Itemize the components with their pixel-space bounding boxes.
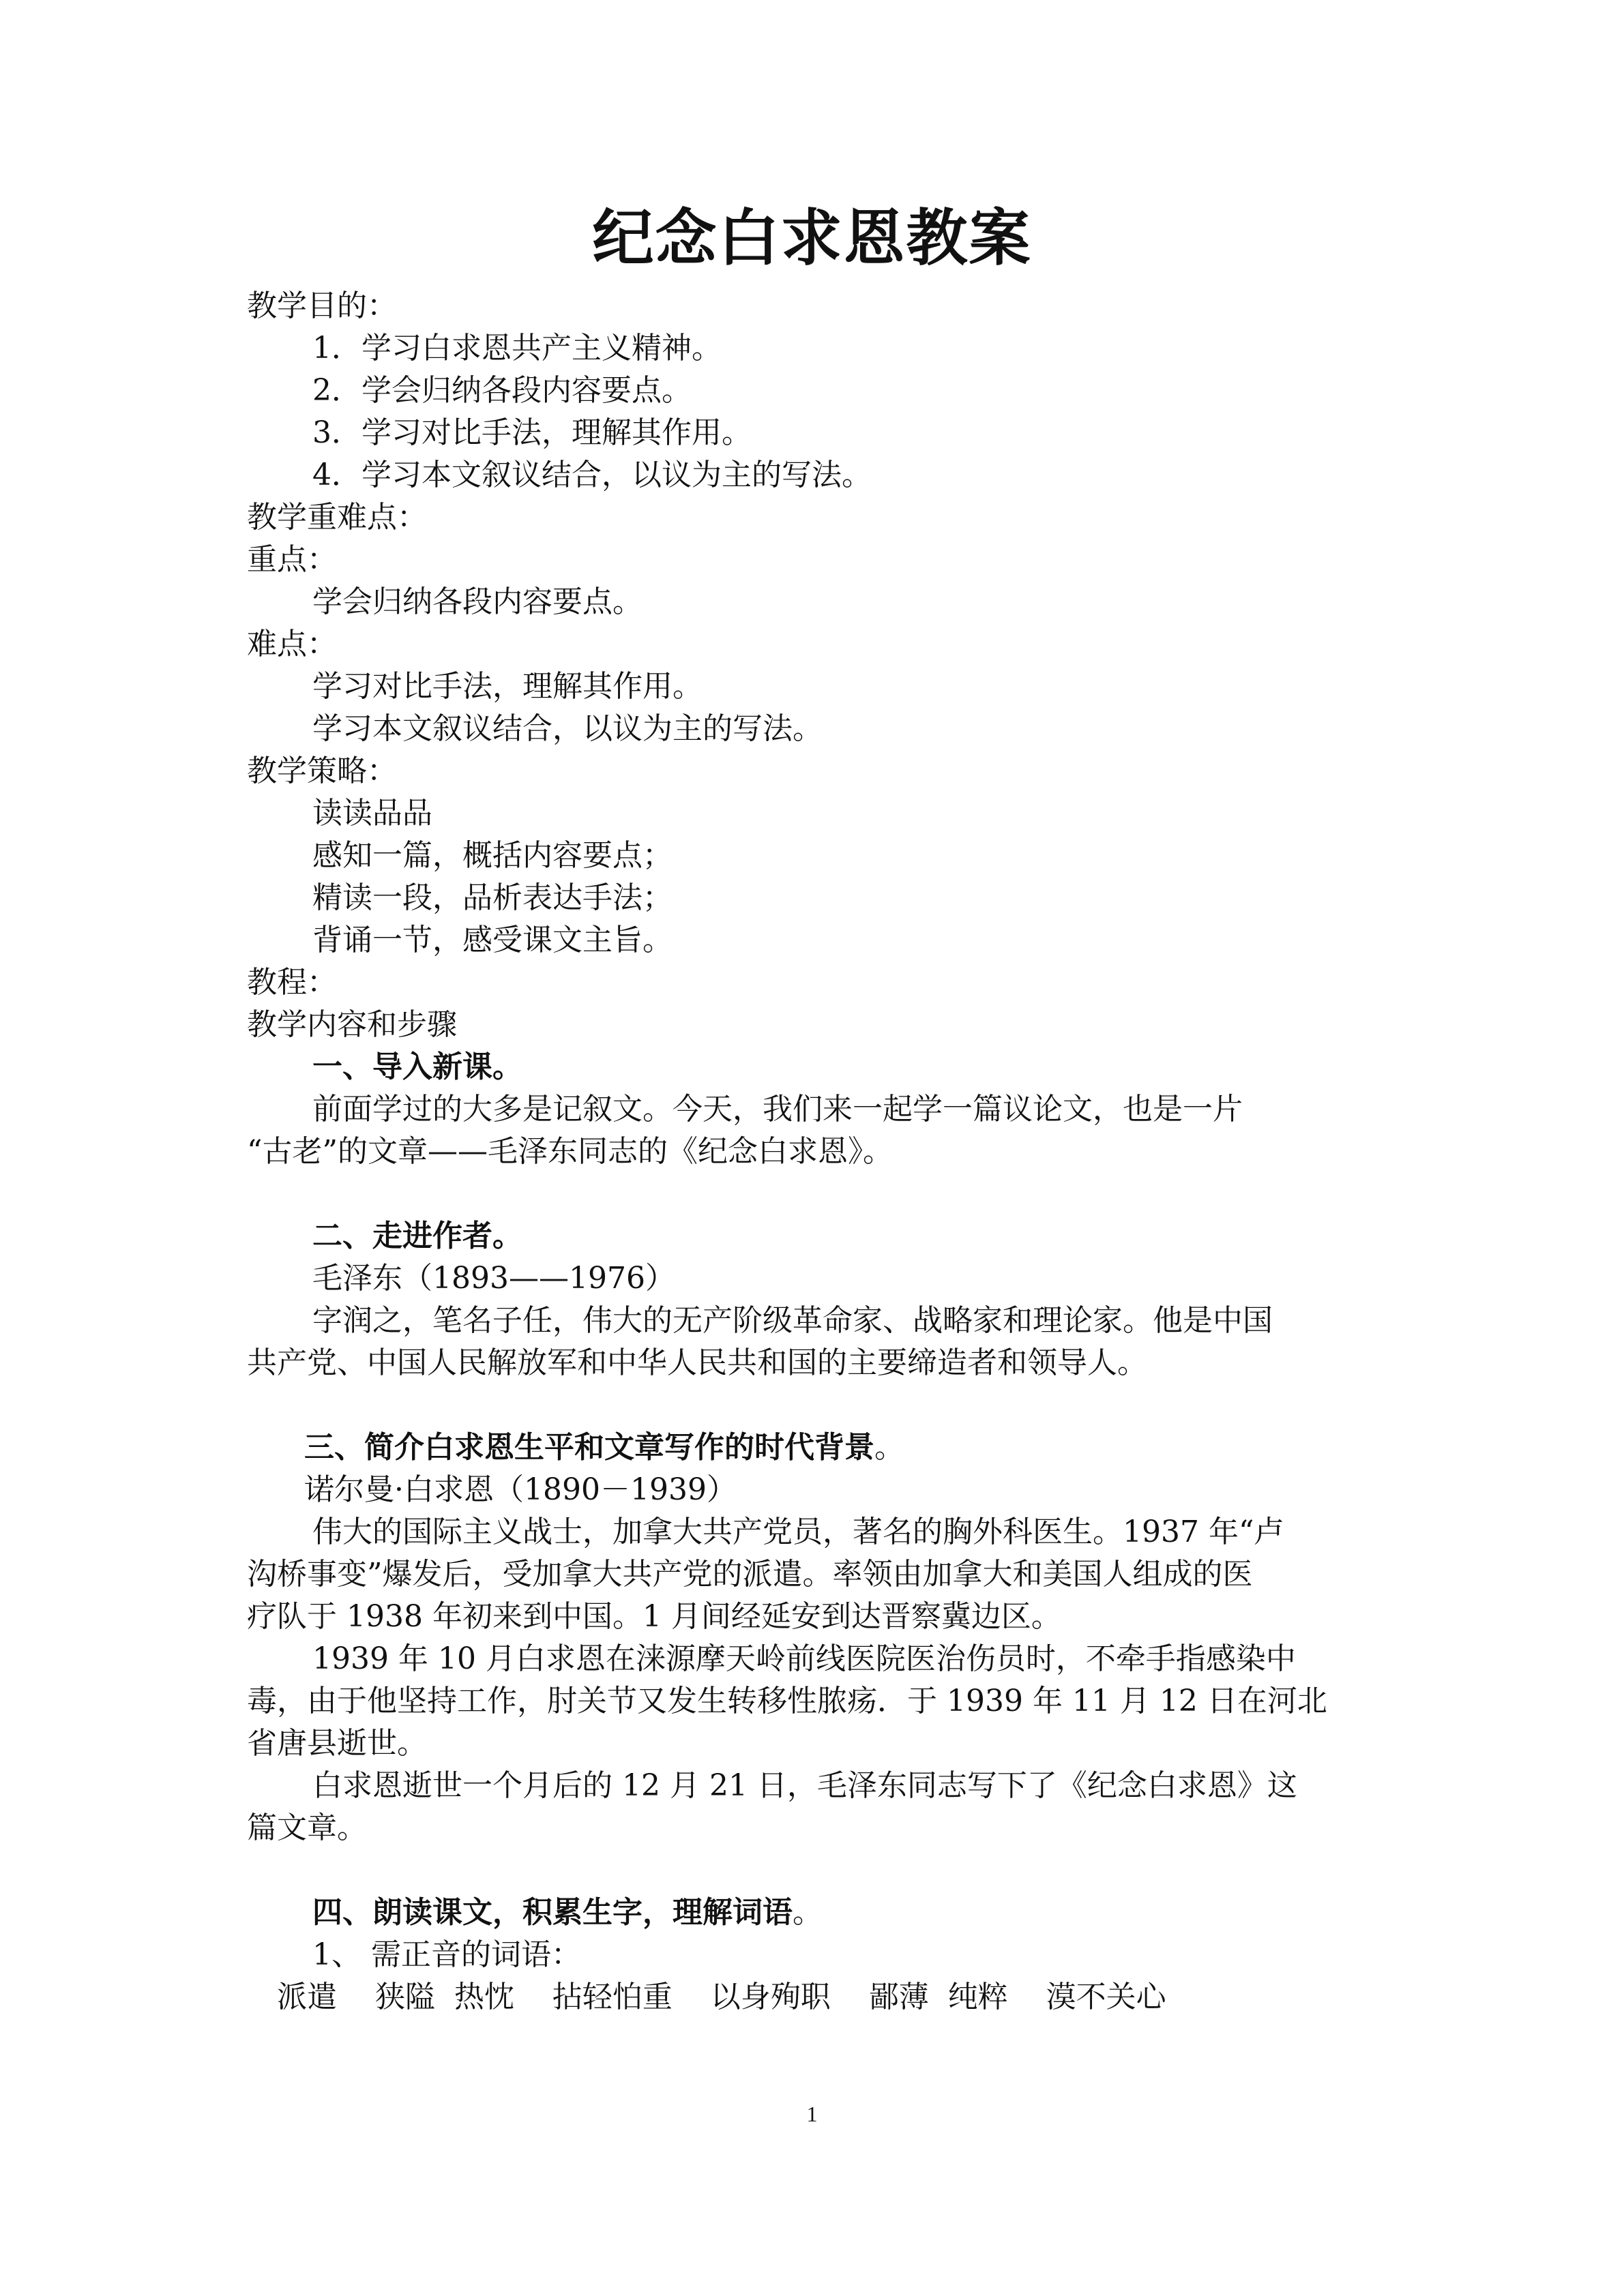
difficulty-heading: 难点： [247,627,337,661]
author-name: 毛泽东（1893——1976） [312,1261,675,1296]
section-2-heading: 二、走进作者。 [312,1219,522,1253]
section-2-text: 共产党、中国人民解放军和中华人民共和国的主要缔造者和领导人。 [247,1345,1147,1380]
objective-item: 3．学习对比手法，理解其作用。 [312,415,752,450]
section-3-heading [247,1427,1379,1469]
objective-item: 1．学习白求恩共产主义精神。 [312,331,722,366]
section-3-heading-tail: 。 [874,1430,904,1465]
strategy-heading: 教学策略： [247,754,397,788]
focus-heading: 重点： [247,542,337,577]
section-4-heading-tail: 。 [793,1895,823,1930]
section-2-text: 字润之，笔名子任，伟大的无产阶级革命家、战略家和理论家。他是中国 [312,1303,1273,1338]
strategy-item: 背诵一节，感受课文主旨。 [312,923,673,957]
section-3-text: 沟桥事变”爆发后，受加拿大共产党的派遣。率领由加拿大和美国人组成的医 [247,1557,1253,1592]
process-heading: 教程： [247,965,337,1000]
bethune-name: 诺尔曼·白求恩（1890－1939） [304,1472,737,1507]
section-3-text: 1939 年 10 月白求恩在涞源摩天岭前线医院医治伤员时，不牵手指感染中 [312,1641,1296,1676]
page-title: 纪念白求恩教案 [592,203,1032,274]
page-number: 1 [806,2102,818,2126]
section-1-heading: 一、导入新课。 [312,1049,522,1084]
section-4-subheading: 1、 需正音的词语： [312,1937,581,1972]
key-points-heading: 教学重难点： [247,500,427,535]
section-1-text: “古老”的文章——毛泽东同志的《纪念白求恩》。 [247,1134,893,1169]
section-4-heading [247,1892,1379,1934]
section-3-text: 篇文章。 [247,1810,367,1845]
strategy-item: 感知一篇，概括内容要点； [312,838,673,873]
focus-item: 学会归纳各段内容要点。 [312,584,643,619]
section-3-text: 毒，由于他坚持工作，肘关节又发生转移性脓疡．于 1939 年 11 月 12 日在河北 [247,1684,1327,1718]
strategy-item: 读读品品 [312,796,432,831]
section-1-text: 前面学过的大多是记叙文。今天，我们来一起学一篇议论文，也是一片 [312,1092,1243,1127]
section-3-text: 伟大的国际主义战士，加拿大共产党员，著名的胸外科医生。1937 年“卢 [312,1515,1284,1549]
document-body [247,285,1379,2018]
difficulty-item: 学习本文叙议结合，以议为主的写法。 [312,711,823,746]
section-3-text: 疗队于 1938 年初来到中国。1 月间经延安到达晋察冀边区。 [247,1599,1061,1634]
section-3-heading-bold: 三、简介白求恩生平和文章写作的时代背景 [304,1430,874,1465]
section-3-text: 省唐县逝世。 [247,1726,427,1761]
objective-item: 2．学会归纳各段内容要点。 [312,373,692,408]
difficulty-item: 学习对比手法，理解其作用。 [312,669,703,704]
content-heading: 教学内容和步骤 [247,1007,457,1042]
objective-item: 4．学习本文叙议结合，以议为主的写法。 [312,458,872,492]
objectives-heading: 教学目的： [247,288,397,323]
pronunciation-terms: 派遣 狭隘 热忱 拈轻怕重 以身殉职 鄙薄 纯粹 漠不关心 [277,1980,1166,2014]
strategy-item: 精读一段，品析表达手法； [312,880,673,915]
section-4-heading-bold: 四、朗读课文，积累生字，理解词语 [312,1895,793,1930]
section-3-text: 白求恩逝世一个月后的 12 月 21 日，毛泽东同志写下了《纪念白求恩》这 [312,1768,1297,1803]
